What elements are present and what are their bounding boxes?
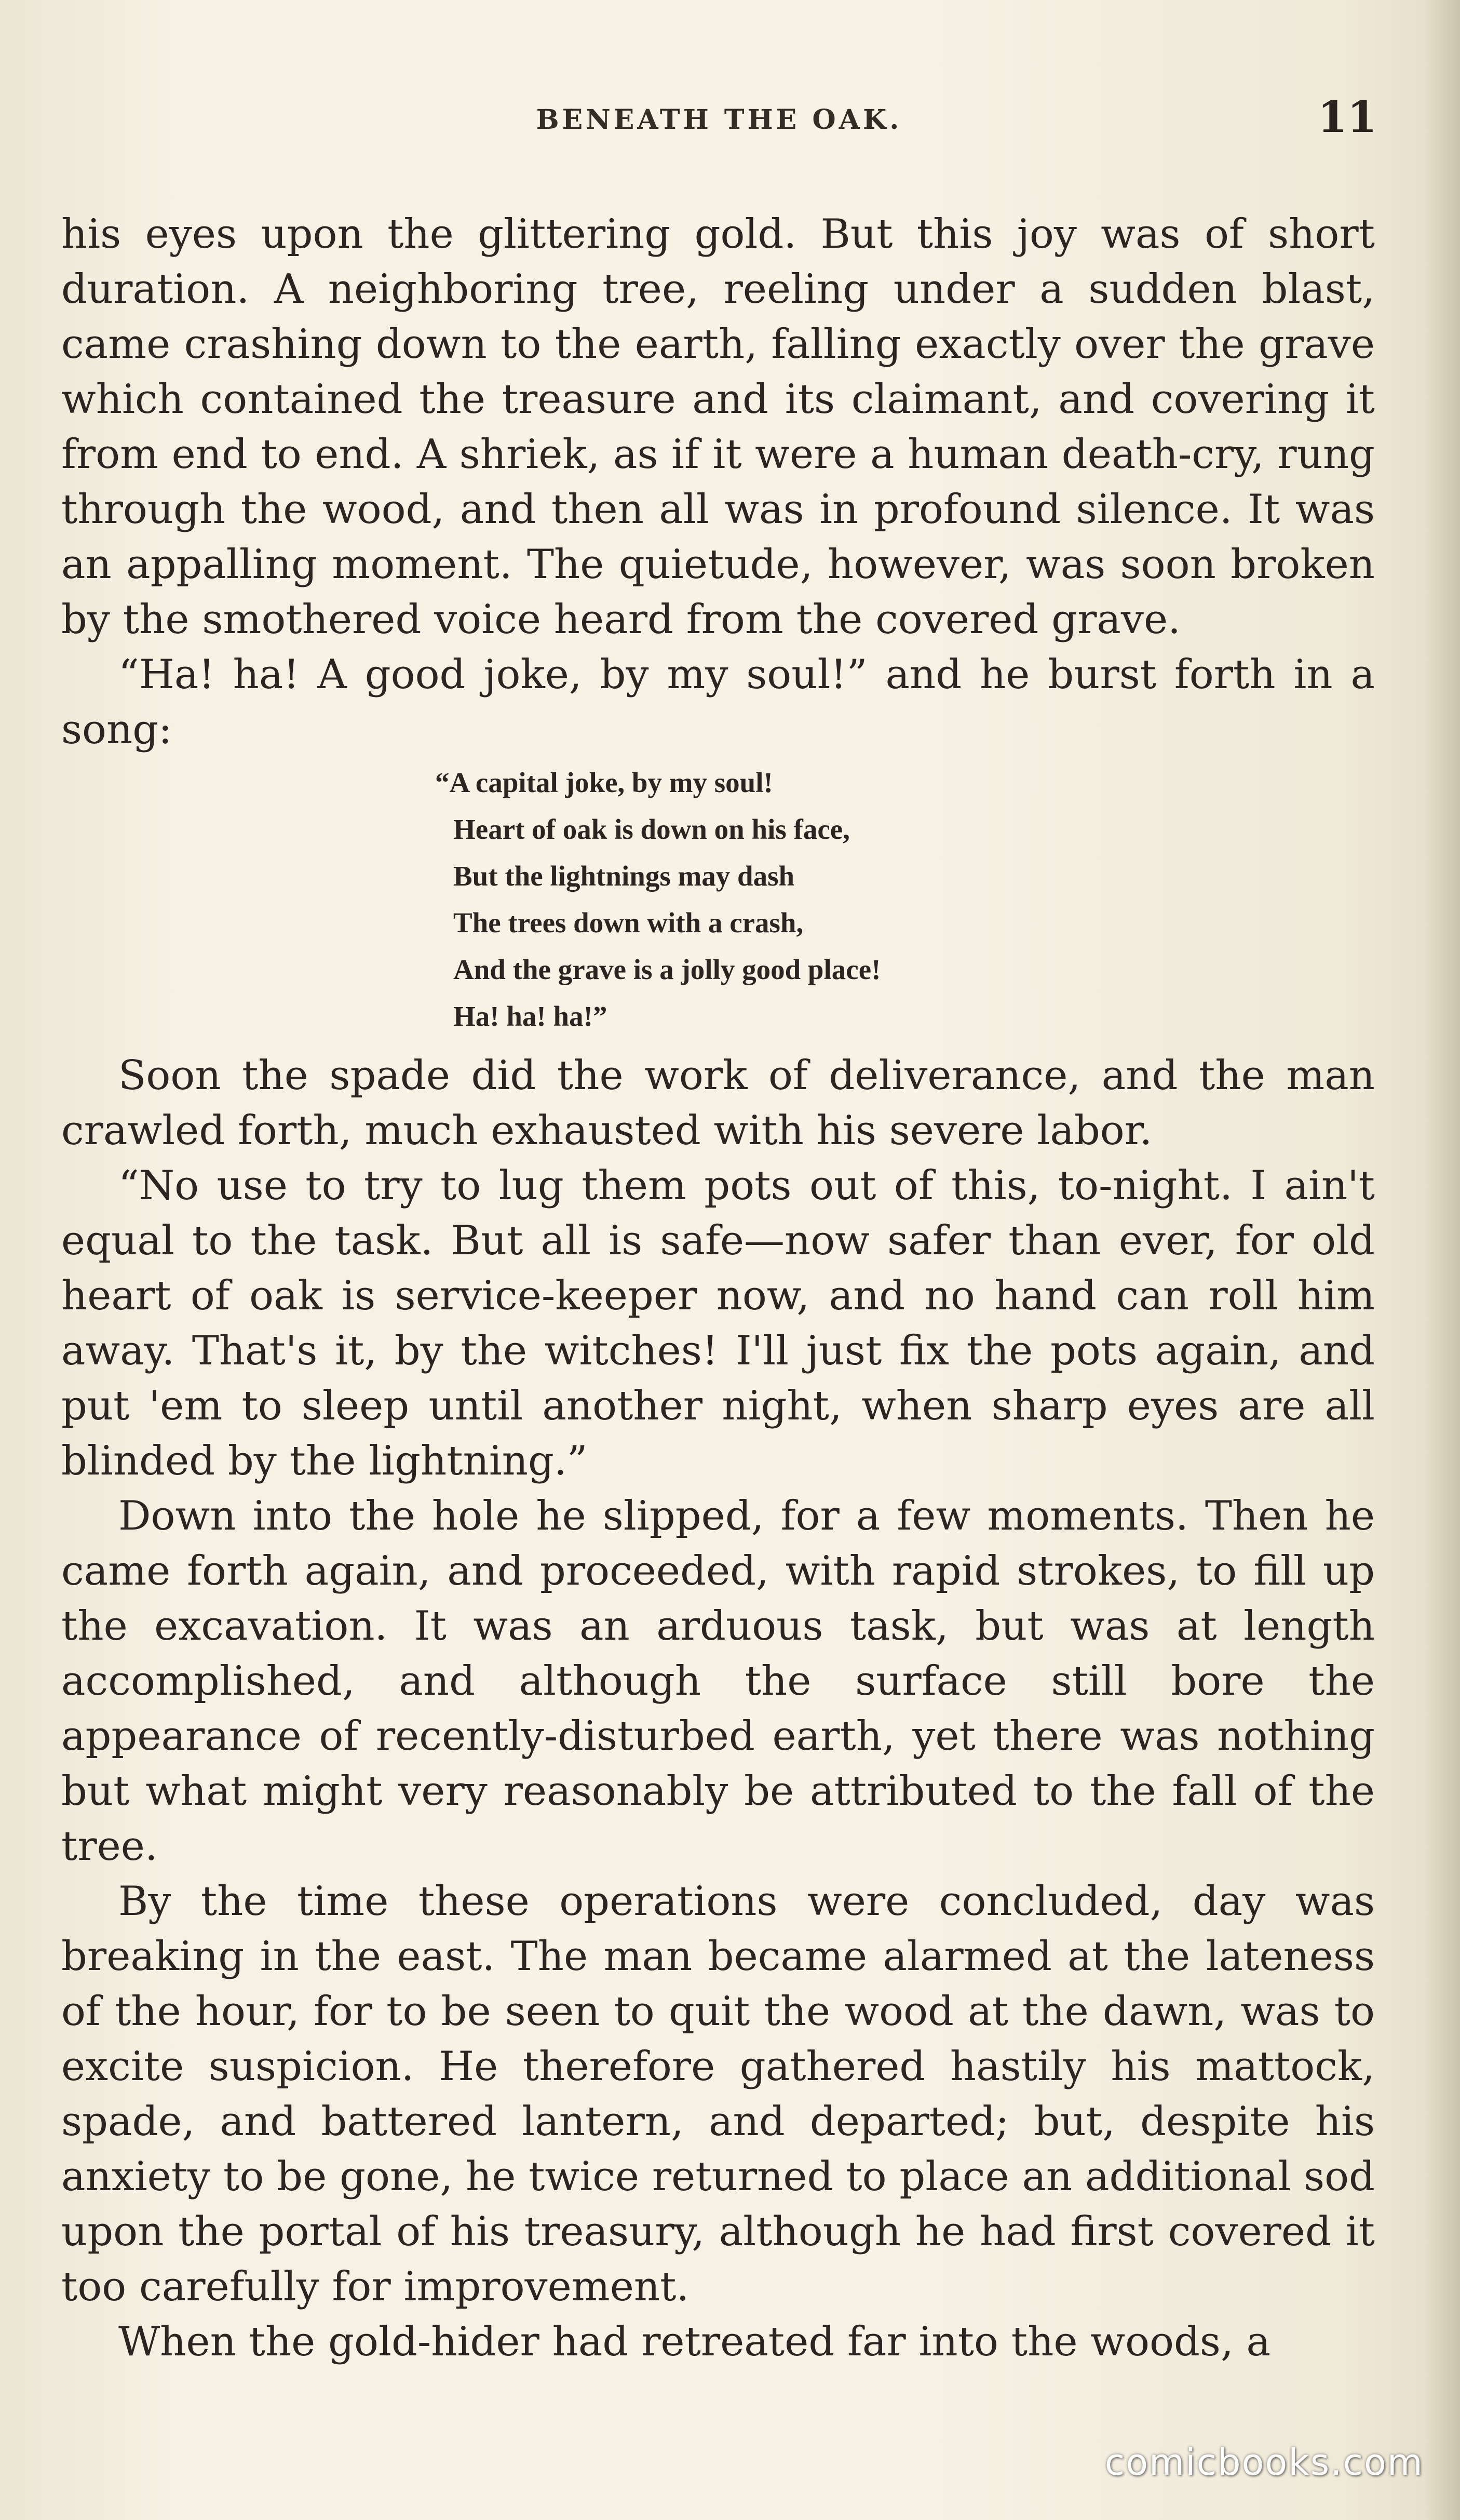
paragraph: Down into the hole he slipped, for a few moments. Then he came forth again, and proceeded, with rapid strokes, to fill up the excavation. It was an arduous task, but was at length accomplished, and although the surface still bore the appearance of recently-disturbed earth, yet there was nothing but what might very reasonably be attributed to the fall of the tree. [61, 1493, 1375, 1870]
page-header [61, 92, 1377, 150]
verse-line: Ha! ha! ha!” [453, 1000, 607, 1032]
page-edge-shadow [1424, 0, 1460, 2520]
verse-line: But the lightnings may dash [453, 860, 795, 892]
verse-line: “A capital joke, by my soul! [435, 767, 773, 798]
paragraph: his eyes upon the glittering gold. But this joy was of short duration. A neighboring tree, reeling under a sudden blast, came crashing down to the earth, falling exactly over the grave which contained the treasure and its claimant, and covering it from end to end. A shriek, as if it were a human death-cry, rung through the wood, and then all was in profound silence. It was an appalling moment. The quietude, however, was soon broken by the smothered voice heard from the covered grave. [61, 211, 1375, 643]
verse-line: And the grave is a jolly good place! [453, 954, 881, 985]
running-title: BENEATH THE OAK. [536, 104, 902, 136]
paragraph: When the gold-hider had retreated far into the woods, a [118, 2318, 1271, 2365]
paragraph: Soon the spade did the work of deliverance, and the man crawled forth, much exhausted with his severe labor. [61, 1052, 1375, 1154]
site-watermark: comicbooks.com [1104, 2441, 1424, 2484]
paragraph: “Ha! ha! A good joke, by my soul!” and he burst forth in a song: [61, 651, 1375, 753]
song-verse [61, 759, 1375, 1040]
verse-line: The trees down with a crash, [453, 907, 804, 939]
paragraph: “No use to try to lug them pots out of this, to-night. I ain't equal to the task. But all is safe—now safer than ever, for old heart of oak is service-keeper now, and no hand can roll him away. That's it, by the witches! I'll just fix the pots again, and put 'em to sleep until another night, when sharp eyes are all blinded by the lightning.” [61, 1162, 1375, 1484]
page-number: 11 [1317, 92, 1377, 142]
body-text [61, 207, 1375, 2369]
paragraph: By the time these operations were concluded, day was breaking in the east. The man became alarmed at the lateness of the hour, for to be seen to quit the wood at the dawn, was to excite suspicion. He therefore gathered hastily his mattock, spade, and battered lantern, and departed; but, despite his anxiety to be gone, he twice returned to place an additional sod upon the portal of his treasury, although he had first covered it too carefully for improvement. [61, 1878, 1375, 2310]
verse-line: Heart of oak is down on his face, [453, 813, 850, 845]
